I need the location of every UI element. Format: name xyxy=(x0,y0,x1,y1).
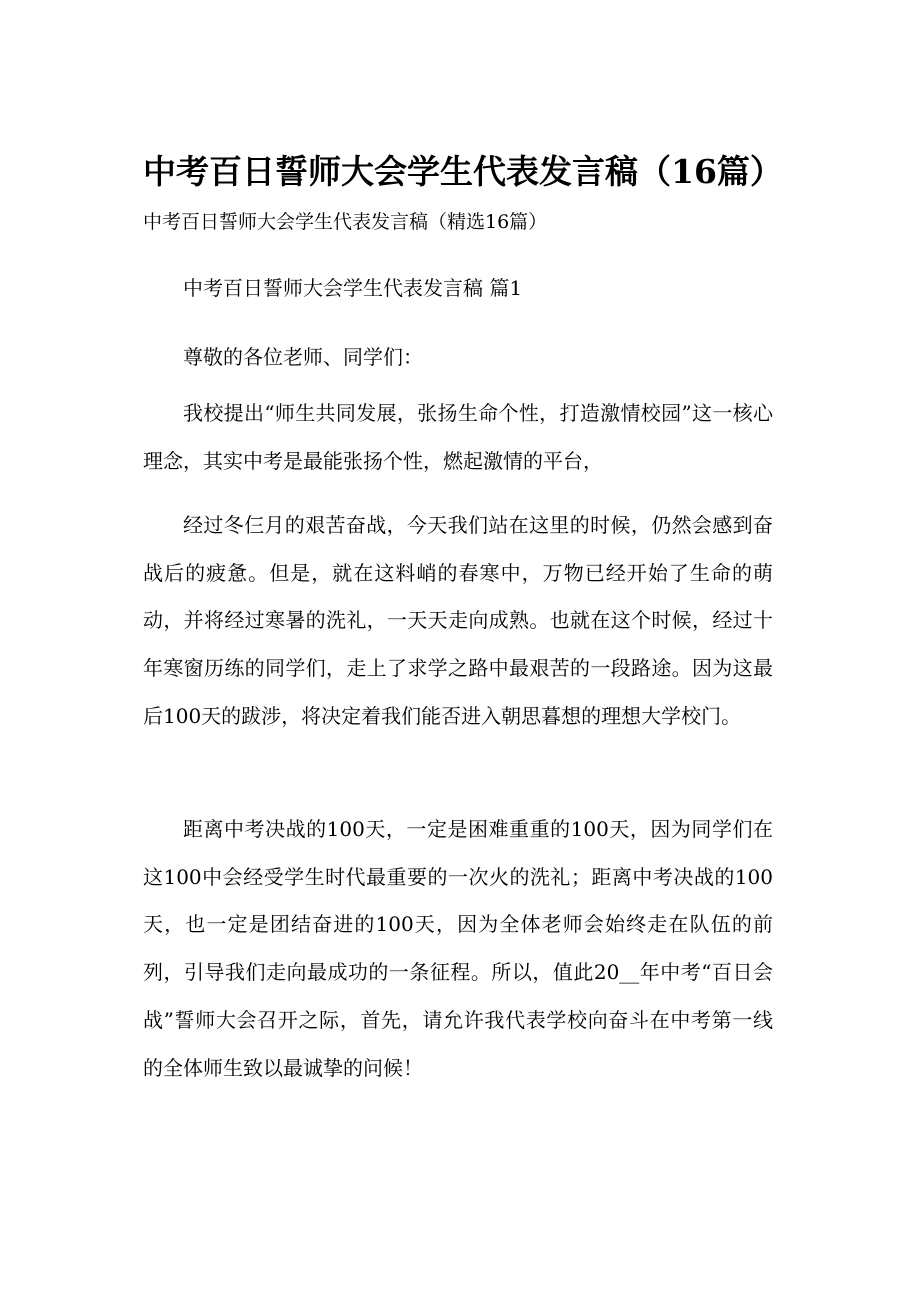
document-subtitle: 中考百日誓师大会学生代表发言稿（精选16篇） xyxy=(143,211,548,233)
paragraph: 我校提出“师生共同发展，张扬生命个性，打造激情校园”这一核心理念，其实中考是最能张扬个性，燃起激情的平台， xyxy=(143,401,773,473)
section-heading: 中考百日誓师大会学生代表发言稿 篇1 xyxy=(183,276,523,300)
greeting: 尊敬的各位老师、同学们： xyxy=(183,345,423,369)
paragraph: 距离中考决战的100天，一定是困难重重的100天，因为同学们在这100中会经受学生时代最重要的一次火的洗礼；距离中考决战的100天，也一定是团结奋进的100天，因为全体老师会始终走在队伍的前列，引导我们走向最成功的一条征程。所以，值此20__年中考“百日会战”誓师大会召开之际，首先，请允许我代表学校向奋斗在中考第一线的全体师生致以最诚挚的问候！ xyxy=(143,817,773,1080)
paragraph: 经过冬仨月的艰苦奋战，今天我们站在这里的时候，仍然会感到奋战后的疲惫。但是，就在这料峭的春寒中，万物已经开始了生命的萌动，并将经过寒暑的洗礼，一天天走向成熟。也就在这个时候，经过十年寒窗历练的同学们，走上了求学之路中最艰苦的一段路途。因为这最后100天的跋涉，将决定着我们能否进入朝思暮想的理想大学校门。 xyxy=(143,513,773,728)
document-title: 中考百日誓师大会学生代表发言稿（16篇） xyxy=(143,152,783,191)
